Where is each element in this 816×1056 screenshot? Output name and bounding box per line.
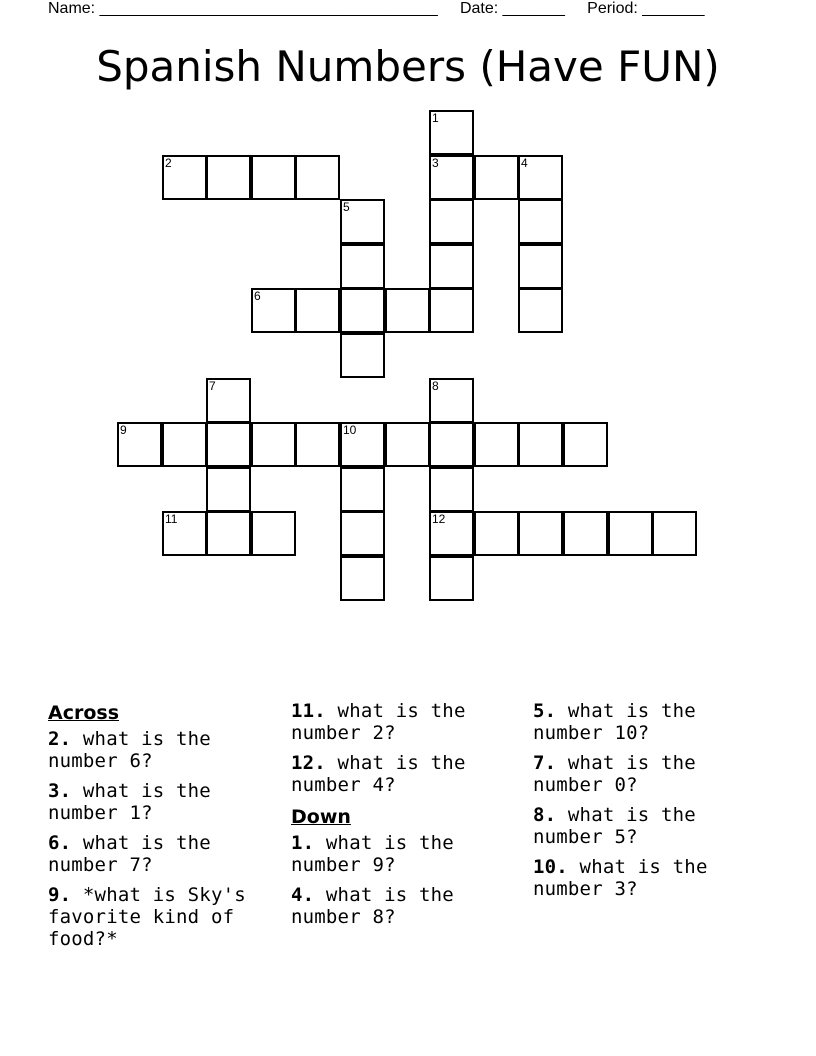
clue-across-11	[291, 700, 521, 744]
crossword-cell[interactable]	[429, 467, 474, 512]
cell-number: 4	[521, 156, 528, 170]
crossword-cell[interactable]	[429, 155, 474, 200]
crossword-cell[interactable]	[563, 422, 608, 467]
cell-number: 5	[343, 200, 350, 214]
crossword-cell[interactable]	[162, 511, 207, 556]
crossword-cell[interactable]	[340, 244, 385, 289]
crossword-cell[interactable]	[474, 511, 519, 556]
clue-number: 5.	[533, 700, 557, 722]
crossword-cell[interactable]	[251, 288, 296, 333]
crossword-cell[interactable]	[429, 199, 474, 244]
crossword-cell[interactable]	[385, 422, 430, 467]
clue-text: what is the number 6?	[48, 728, 211, 772]
crossword-cell[interactable]	[340, 511, 385, 556]
crossword-cell[interactable]	[652, 511, 697, 556]
crossword-cell[interactable]	[206, 467, 251, 512]
crossword-cell[interactable]	[518, 511, 563, 556]
clue-text: what is the number 0?	[533, 752, 696, 796]
crossword-cell[interactable]	[385, 288, 430, 333]
crossword-cell[interactable]	[518, 155, 563, 200]
cell-number: 2	[165, 156, 172, 170]
crossword-cell[interactable]	[206, 511, 251, 556]
clues-column-3	[533, 700, 763, 908]
cell-number: 1	[432, 111, 439, 125]
crossword-cell[interactable]	[429, 288, 474, 333]
crossword-cell[interactable]	[429, 110, 474, 155]
crossword-cell[interactable]	[295, 288, 340, 333]
cell-number: 7	[209, 379, 216, 393]
clue-number: 4.	[291, 884, 315, 906]
clue-text: what is the number 5?	[533, 804, 696, 848]
clue-number: 12.	[291, 752, 326, 774]
crossword-cell[interactable]	[429, 244, 474, 289]
clue-number: 2.	[48, 728, 72, 750]
clue-text: what is the number 9?	[291, 832, 454, 876]
clue-text: what is the number 1?	[48, 780, 211, 824]
crossword-cell[interactable]	[340, 199, 385, 244]
down-heading: Down	[291, 806, 351, 828]
clue-text: what is the number 7?	[48, 832, 211, 876]
clue-number: 8.	[533, 804, 557, 826]
clue-down-5	[533, 700, 763, 744]
clue-text: what is the number 4?	[291, 752, 466, 796]
crossword-cell[interactable]	[251, 511, 296, 556]
clues-column-2	[291, 700, 521, 936]
crossword-cell[interactable]	[518, 422, 563, 467]
crossword-cell[interactable]	[251, 155, 296, 200]
clue-down-7	[533, 752, 763, 796]
crossword-cell[interactable]	[340, 422, 385, 467]
clue-number: 3.	[48, 780, 72, 802]
clue-number: 10.	[533, 856, 568, 878]
clue-across-9	[48, 884, 278, 950]
crossword-cell[interactable]	[429, 378, 474, 423]
cell-number: 8	[432, 379, 439, 393]
crossword-cell[interactable]	[518, 244, 563, 289]
crossword-cell[interactable]	[340, 333, 385, 378]
crossword-cell[interactable]	[429, 422, 474, 467]
crossword-cell[interactable]	[518, 199, 563, 244]
crossword-cell[interactable]	[563, 511, 608, 556]
crossword-cell[interactable]	[429, 556, 474, 601]
page-title: Spanish Numbers (Have FUN)	[96, 42, 720, 91]
clues-column-1	[48, 700, 278, 958]
clue-down-10	[533, 856, 763, 900]
clue-across-3	[48, 780, 278, 824]
crossword-cell[interactable]	[474, 155, 519, 200]
across-heading: Across	[48, 702, 120, 724]
crossword-cell[interactable]	[340, 556, 385, 601]
cell-number: 3	[432, 156, 439, 170]
clue-text: *what is Sky's favorite kind of food?*	[48, 884, 246, 950]
clue-down-8	[533, 804, 763, 848]
clue-across-6	[48, 832, 278, 876]
cell-number: 9	[120, 423, 127, 437]
crossword-cell[interactable]	[340, 467, 385, 512]
crossword-cell[interactable]	[429, 511, 474, 556]
crossword-cell[interactable]	[474, 422, 519, 467]
clue-number: 1.	[291, 832, 315, 854]
name-date-period-line: Name: ______________________________________ Date: _______ Period: _______	[48, 0, 705, 17]
clue-number: 7.	[533, 752, 557, 774]
clue-text: what is the number 10?	[533, 700, 696, 744]
clue-text: what is the number 8?	[291, 884, 454, 928]
crossword-cell[interactable]	[340, 288, 385, 333]
clue-number: 6.	[48, 832, 72, 854]
clue-across-2	[48, 728, 278, 772]
cell-number: 11	[165, 512, 178, 526]
crossword-cell[interactable]	[206, 155, 251, 200]
crossword-cell[interactable]	[608, 511, 653, 556]
clue-down-4	[291, 884, 521, 928]
crossword-cell[interactable]	[206, 422, 251, 467]
crossword-cell[interactable]	[162, 155, 207, 200]
clue-number: 9.	[48, 884, 72, 906]
crossword-cell[interactable]	[117, 422, 162, 467]
clue-number: 11.	[291, 700, 326, 722]
clues-section	[0, 700, 816, 1020]
crossword-cell[interactable]	[295, 155, 340, 200]
clue-across-12	[291, 752, 521, 796]
clue-down-1	[291, 832, 521, 876]
crossword-cell[interactable]	[251, 422, 296, 467]
cell-number: 10	[343, 423, 357, 437]
clue-text: what is the number 2?	[291, 700, 466, 744]
crossword-cell[interactable]	[162, 422, 207, 467]
crossword-cell[interactable]	[518, 288, 563, 333]
clue-text: what is the number 3?	[533, 856, 708, 900]
cell-number: 6	[254, 289, 261, 303]
crossword-cell[interactable]	[295, 422, 340, 467]
crossword-cell[interactable]	[206, 378, 251, 423]
cell-number: 12	[432, 512, 446, 526]
